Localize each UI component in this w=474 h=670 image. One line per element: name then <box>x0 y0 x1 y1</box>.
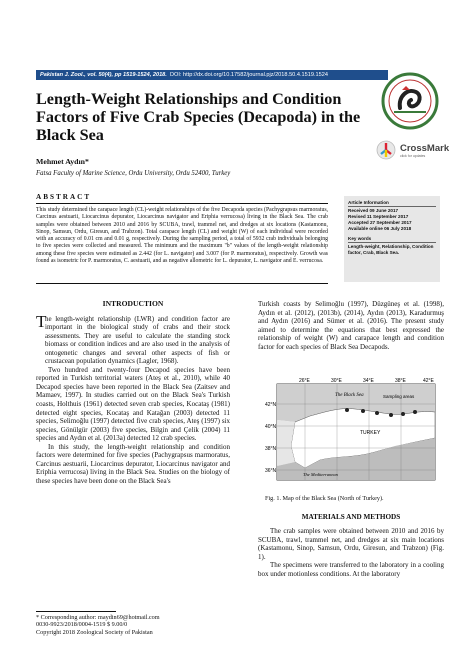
footnote-divider <box>36 611 116 612</box>
abstract-text: This study determined the carapace length (CL)-weight relationships of the five Decapoda species (Pachygrapsus marmoratus, Carcinus aestuarii, Liocarcinus depurator, Liocarcinus navigator and Eriphia verrucosa) living in the Black Sea. The crab samples were obtained between 2010 and 2016 by SCUBA, trawl, trammel net, and dredges at six locations (Kastamonu, Sinop, Samsun, Ordu, Giresun, and Trabzon). Total carapace length (CL) and weight (W) of each individual were recorded with an accuracy of 0.01 cm and 0.01 g, respectively. During the sampling period, a total of 5932 crab individuals belonging to five species were collected and measured. The minimum and the maximum "b" values of the length-weight relationship among these five species were estimated as 2.442 (for L. navigator) and 3.007 (for P. marmoratus), respectively. Growth was found as isometric for P. marmoratus, C. aestuarii, and as negative allometric for L. depurator, L. navigator and E. verrucosa. <box>36 207 328 265</box>
article-info-received: Received 09 June 2017 <box>348 208 399 213</box>
column-right <box>258 300 444 351</box>
introduction-heading: INTRODUCTION <box>102 299 164 308</box>
lon-label-3: 34°E <box>363 378 374 384</box>
abstract-divider-top <box>36 203 328 204</box>
article-info-accepted: Accepted 27 September 2017 <box>348 220 412 225</box>
crossmark-label: CrossMark <box>400 143 450 154</box>
intro-paragraph-4: Turkish coasts by Selimoğlu (1997), Düzgüneş et al. (1998), Aydın et al. (2012), (2013b), (2014), Aydın (2013), Karadurmuş and Aydın (2016) and Sümer et al. (2016). The present study aimed to determine the equations that best expressed the relationship of weight (W) and carapace length and condition factor for each species of Black Sea Decapods. <box>258 300 444 351</box>
journal-citation: Pakistan J. Zool., vol. 50(4), pp 1519-1524, 2018. <box>40 72 167 78</box>
article-info-heading: Article Information <box>348 200 436 207</box>
crossmark-icon <box>376 140 396 160</box>
map-label-sampling: Sampling areas <box>383 394 415 399</box>
map-label-turkey: TURKEY <box>360 430 381 436</box>
corresponding-author: * Corresponding author: maydin69@hotmail.com <box>36 614 160 621</box>
drop-cap: T <box>36 311 47 331</box>
footnote <box>36 614 246 636</box>
intro-paragraph-2: Two hundred and twenty-four Decapod species have been reported in Turkish territorial waters (Ateş et al., 2010), while 40 Decapod species have been reported in the Black Sea (Zaitsev and Mamaev, 1997). In studies carried out on the Black Sea's Turkish coasts, Holthuis (1961) detected seven crab species, Kocataş (1981) detected eight species, Kocataş and Katağan (2003) detected 11 species, Selimoğlu (1997) detected five crab species, Ateş (1997) six species, Gönülgür (2003) five species, Bilgin and Çelik (2004) 11 species and Aydın et al. (2013a) detected 12 crab species. <box>36 365 230 443</box>
methods-paragraph-1: The crab samples were obtained between 2010 and 2016 by SCUBA, trawl, trammel net, and dredges at six main locations (Kastamonu, Sinop, Samsun, Ordu, Giresun, and Trabzon) (Fig. 1). <box>258 527 444 561</box>
abstract-heading: ABSTRACT <box>36 193 92 201</box>
crossmark-badge[interactable] <box>376 140 448 160</box>
methods-paragraph-2: The specimens were transferred to the laboratory in a cooling box under motionless conditions. At the laboratory <box>258 561 444 578</box>
keywords-list: Length-weight, Relationship, Condition factor, Crab, Black Sea. <box>348 244 434 255</box>
lat-label-3: 38°N <box>265 446 277 452</box>
lat-label-2: 40°N <box>265 424 277 430</box>
article-info-online: Available online 06 July 2018 <box>348 226 412 231</box>
crossmark-sub: click for updates <box>400 154 426 158</box>
lon-label-1: 26°E <box>299 378 310 384</box>
map-label-mediterranean: The Mediterranean <box>303 472 338 477</box>
doi-link[interactable]: DOI: http://dx.doi.org/10.17582/journal.pjz/2018.50.4.1519.1524 <box>169 72 328 78</box>
article-info-box <box>344 196 440 282</box>
article-info-revised: Revised 11 September 2017 <box>348 214 409 219</box>
copyright-line: Copyright 2018 Zoological Society of Pakistan <box>36 628 153 636</box>
author-affiliation: Fatsa Faculty of Marine Science, Ordu University, Ordu 52400, Turkey <box>36 170 231 177</box>
intro-paragraph-3: In this study, the length-weight relationship and condition factors were determined for five species (Pachygrapsus marmoratus, Carcinus aestuarii, Liocarcinus depurator, Liocarcinus navigator and Eriphia verrucosa) living in the Black Sea. Studies on the biology of these species have been done on the Black Sea's <box>36 442 230 485</box>
paper-title: Length-Weight Relationships and Condition Factors of Five Crab Species (Decapoda) in the Black Sea <box>36 90 361 144</box>
abstract-divider-bottom <box>36 283 328 284</box>
map-label-black-sea: The Black Sea <box>335 393 364 398</box>
intro-p1-text: he length-weight relationship (LWR) and condition factor are important in the biological study of crabs and their stock assessments. They are useful to calculate the standing stock biomass or condition indices and are also used in the analysis of ontogenetic changes and several other aspects of fish or crustacean population dynamics (Lagler, 1968). <box>45 314 230 366</box>
intro-paragraph-1 <box>36 311 230 366</box>
figure-caption: Fig. 1. Map of the Black Sea (North of Turkey). <box>265 495 384 502</box>
column-left <box>36 300 230 485</box>
methods-heading: MATERIALS AND METHODS <box>301 513 401 521</box>
lat-label-4: 36°N <box>265 468 277 474</box>
lon-label-5: 42°E <box>423 378 434 384</box>
lat-label-1: 42°N <box>265 402 277 408</box>
black-sea-map <box>265 376 441 488</box>
issn-line: 0030-9923/2018/0004-1519 $ 9.00/0 <box>36 621 128 629</box>
journal-header-bar <box>36 70 388 80</box>
society-logo-icon <box>380 72 440 130</box>
keywords-heading: Key words <box>348 236 436 243</box>
lon-label-4: 38°E <box>395 378 406 384</box>
author-name: Mehmet Aydın* <box>36 157 89 166</box>
methods-body <box>258 527 444 578</box>
lon-label-2: 30°E <box>331 378 342 384</box>
